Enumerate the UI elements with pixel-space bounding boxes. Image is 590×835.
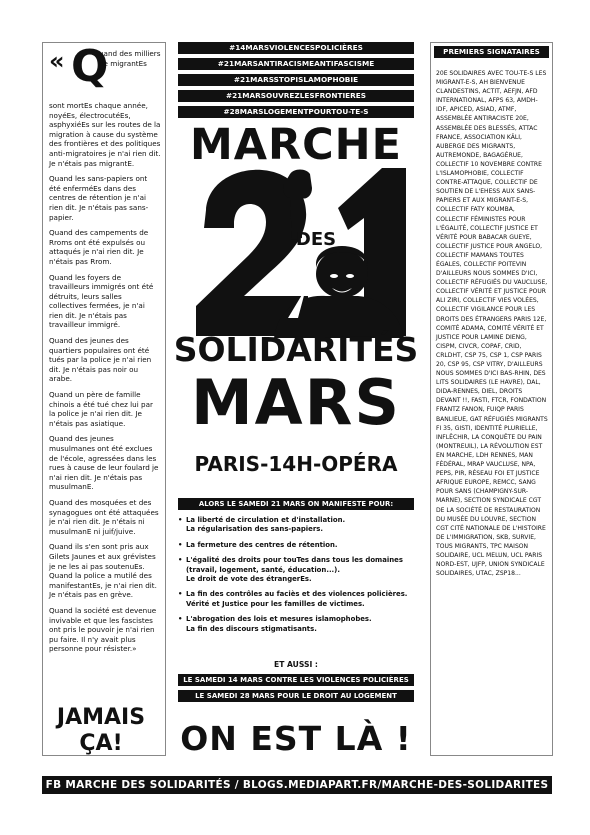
poem-paragraph: Quand des jeunes des quartiers populaires ont été tués par la police je n'ai rien dit. Je n'étais pas noir ou arabe.	[49, 336, 152, 384]
poem-paragraph: Quand la société est devenue invivable et que les fascistes ont pris le pouvoir je n'ai rien pu faire. Il n'y avait plus personne pour résister.»	[49, 605, 157, 654]
poem-paragraph: Quand un père de famille chinois a été tué chez lui par la police je n'ai rien dit. Je n'étais pas asiatique.	[49, 390, 153, 428]
jamais-line: JAMAIS	[56, 705, 146, 730]
demand-item	[178, 516, 414, 535]
bullet-icon: •	[178, 615, 183, 624]
on-est-la-slogan: ON EST LÀ !	[180, 719, 412, 758]
dropcap-letter: Q	[71, 41, 109, 92]
demand-main: La fermeture des centres de rétention.	[186, 540, 338, 549]
hashtag-bar: #28MARSLOGEMENTPOURTOU-TE-S	[178, 106, 414, 118]
bullet-icon: •	[178, 516, 183, 524]
signatories-header: PREMIERS SIGNATAIRES	[434, 46, 549, 58]
hashtag-bar: #21MARSOUVREZLESFRONTIERES	[178, 90, 414, 102]
poem-paragraph: Quand les foyers de travailleurs immigrés ont été détruits, leurs salles collectives fermées, je n'ai rien dit. Je n'étais pas travailleur immigré.	[49, 272, 154, 330]
hashtag-bar: #14MARSVIOLENCESPOLICIÈRES	[178, 42, 414, 54]
demand-main: L'égalité des droits pour touTes dans tous les domaines (travail, logement, santé, éducation...).	[186, 556, 403, 574]
poem-lead: uand des milliers de migrantEs	[99, 49, 161, 68]
opening-quote: «	[49, 47, 65, 75]
poem-paragraph: Quand des jeunes musulmanes ont été exclues de l'école, agressées dans les rues à cause de leur foulard je n'ai rien dit. Je n'étais pas musulmanE.	[49, 434, 159, 492]
signatories-list: 20E SOLIDAIRES AVEC TOU-TE-S LES MIGRANT-E-S, AH BIENVENUE CLANDESTINS, ACTIT, AEFJN, AFD INTERNATIONAL, AFPS 63, AMDH-IDF, APICED, ASIAD, ATMF, ASSEMBLÉE ANTIRACISTE 20E, ASSEMBLÉE DES BLESSÉS, ATTAC FRANCE, ASSOCIATION KÂLI, AUBERGE DES MIGRANTS, AUTREMONDE, BAGAGÉRUE, COLLECTIF 10 NOVEMBRE CONTRE L'ISLAMOPHOBIE, COLLECTIF CONTRE-ATTAQUE, COLLECTIF DE SOUTIEN DE L'EHESS AUX SANS-PAPIERS ET AUX MIGRANT-E-S, COLLECTIF FATY KOUMBA, COLLECTIF FÉMINISTES POUR L'ÉGALITÉ, COLLECTIF JUSTICE ET VÉRITÉ POUR BABACAR GUEYE, COLLECTIF JUSTICE POUR ANGELO, COLLECTIF MAMANS TOUTES ÉGALES, COLLECTIF POITEVIN D'AILLEURS NOUS SOMMES D'ICI, COLLECTIF RÉFUGIÉS DU VAUCLUSE, COLLECTIF VÉRITÉ ET JUSTICE POUR ALI ZIRI, COLLECTIF VIES VOLÉES, COLLECTIF VIGILANCE POUR LES DROITS DES ÉTRANGERS PARIS 12E, COMITÉ ADAMA, COMITÉ VÉRITÉ ET JUSTICE POUR LAMINE DIENG, CISPM, CIVCR, COPAF, CRID, CRLDHT, CSP 75, CSP 1, CSP PARIS 20, CSP 95, CSP VITRY, D'AILLEURS NOUS SOMMES D'ICI BAS-RHIN, DES LITS SOLIDAIRES (LE HAVRE), DAL, DIDA-RENNES, DIEL, DROITS DEVANT !!, FASTI, FTCR, FONDATION FRANTZ FANON, FUIQP PARIS BANLIEUE, GAT RÉFUGIÉS MIGRANTS FI 35, GISTI, IDENTITÉ PLURIELLE, INFLÊCHIR, LA CONQUÊTE DU PAIN (MONTREUIL), LA RÉVOLUTION EST EN MARCHE, LDH RENNES, MAN FÉDÉRAL, MRAP VAUCLUSE, NPA, PEPS, PIR, RÉSEAU FOI ET JUSTICE AFRIQUE EUROPE, REMCC, SANG POUR SANS (CHAMPIGNY-SUR-MARNE), SECTION SYNDICALE CGT DE LA SOCIÉTÉ DE RESTAURATION DU MUSÉE DU LOUVRE, SECTION CGT CITÉ NATIONALE DE L'HISTOIRE DE L'IMMIGRATION, SKB, SURVIE, TOUS MIGRANTS, TPC MAISON SOLIDAIRE, UCL MELUN, UCL PARIS NORD-EST, UJFP, UNION SYNDICALE SOLIDAIRES, UTAC, ZSP18...	[436, 70, 548, 578]
headline-des: DES	[295, 229, 337, 250]
poem-paragraph: sont mortEs chaque année, noyéEs, électrocutéEs, asphyxiéEs sur les routes de la migration à cause du système des frontières et des politiques anti-migratoires je n'ai rien dit. Je n'étais pas migrantE.	[49, 101, 161, 168]
headline-marche: MARCHE	[189, 120, 403, 170]
demand-sub: Vérité et Justice pour les familles de victimes.	[186, 599, 365, 608]
poem-column	[42, 42, 166, 756]
poem-paragraph: Quand des mosquées et des synagogues ont été attaquées je n'ai rien dit. Je n'étais ni musulmanE ni juif/juive.	[49, 497, 159, 536]
et-aussi-label: ET AUSSI :	[274, 660, 318, 669]
demand-main: La fin des contrôles au faciès et des violences policières.	[186, 590, 408, 599]
bullet-icon: •	[178, 540, 183, 549]
demands-section	[178, 498, 414, 634]
hashtag-list	[178, 42, 414, 122]
demand-main: La liberté de circulation et d'installation.	[186, 516, 346, 524]
poem-paragraph: Quand des campements de Rroms ont été expulsés ou attaqués je n'ai rien dit. Je n'étais pas Rrom.	[49, 228, 149, 266]
demand-item	[178, 615, 414, 634]
signatories-column	[430, 42, 553, 756]
demand-sub: La fin des discours stigmatisants.	[186, 624, 317, 633]
headline-mars: MARS	[190, 366, 402, 439]
headline-solidarites: SOLIDARITÉS	[173, 330, 419, 369]
protester-illustration	[178, 168, 414, 338]
hashtag-bar: #21MARSANTIRACISMEANTIFASCISME	[178, 58, 414, 70]
hashtag-bar: #21MARSSTOPISLAMOPHOBIE	[178, 74, 414, 86]
bullet-icon: •	[178, 590, 183, 599]
footer-links: FB MARCHE DES SOLIDARITÉS / BLOGS.MEDIAPART.FR/MARCHE-DES-SOLIDARITES	[42, 776, 552, 794]
event-place-time: PARIS-14H-OPÉRA	[194, 452, 398, 476]
demands-header: ALORS LE SAMEDI 21 MARS ON MANIFESTE POUR:	[178, 498, 414, 510]
poem-paragraph: Quand ils s'en sont pris aux Gilets Jaunes et aux grévistes je ne les ai pas soutenuEs. Quand la police a mutilé des manifestantEs, je n'ai rien dit. Je n'étais pas en grève.	[49, 542, 157, 600]
poem-paragraph: Quand les sans-papiers ont été enferméEs dans des centres de rétention je n'ai rien dit. Je n'étais pas sans-papier.	[49, 174, 149, 222]
jamais-ca-slogan	[48, 705, 154, 757]
march-28-bar: LE SAMEDI 28 MARS POUR LE DROIT AU LOGEMENT	[178, 690, 414, 702]
demand-item	[178, 541, 414, 550]
demand-sub: La régularisation des sans-papiers.	[186, 525, 323, 534]
ca-line: ÇA!	[79, 731, 123, 756]
march-14-bar: LE SAMEDI 14 MARS CONTRE LES VIOLENCES POLICIÈRES	[178, 674, 414, 686]
demand-item	[178, 556, 414, 584]
demand-item	[178, 590, 414, 609]
demand-main: L'abrogation des lois et mesures islamophobes.	[186, 615, 372, 624]
bullet-icon: •	[178, 556, 183, 565]
demand-sub: Le droit de vote des étrangerEs.	[186, 575, 312, 584]
